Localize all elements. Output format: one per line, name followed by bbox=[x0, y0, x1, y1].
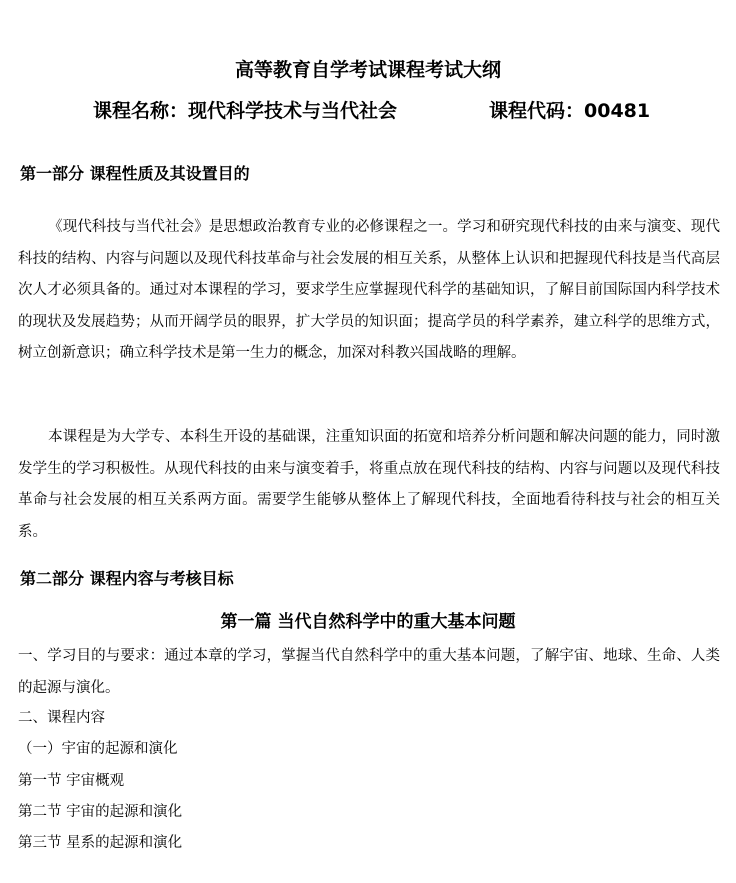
section-item: 第三节 星系的起源和演化 bbox=[18, 835, 183, 851]
part-two-heading: 第二部分 课程内容与考核目标 bbox=[20, 569, 234, 588]
course-code bbox=[489, 97, 650, 125]
part-one-paragraph-2 bbox=[18, 422, 720, 548]
course-name: 课程名称：现代科学技术与当代社会 bbox=[93, 100, 398, 122]
section-item: 第二节 宇宙的起源和演化 bbox=[18, 804, 183, 820]
subsection-heading: （一）宇宙的起源和演化 bbox=[18, 741, 178, 757]
course-code-value: 00481 bbox=[584, 100, 651, 122]
part-one-paragraph-1 bbox=[18, 212, 720, 370]
document-title: 高等教育自学考试课程考试大纲 bbox=[234, 59, 501, 81]
course-content-heading: 二、课程内容 bbox=[18, 710, 105, 726]
paragraph-text: 《现代科技与当代社会》是思想政治教育专业的必修课程之一。学习和研究现代科技的由来与演变、现代科技的结构、内容与问题以及现代科技革命与社会发展的相互关系，从整体上认识和把握现代科技是当代高层次人才必须具备的。通过对本课程的学习，要求学生应掌握现代科学的基础知识，了解目前国际国内科学技术的现状及发展趋势；从而开阔学员的眼界，扩大学员的知识面；提高学员的科学素养，建立科学的思维方式，树立创新意识；确立科学技术是第一生力的概念，加深对科教兴国战略的理解。 bbox=[18, 219, 720, 361]
learning-objectives: 一、学习目的与要求：通过本章的学习，掌握当代自然科学中的重大基本问题，了解宇宙、地球、生命、人类的起源与演化。 bbox=[18, 648, 720, 696]
part-one-heading: 第一部分 课程性质及其设置目的 bbox=[20, 164, 250, 183]
chapter-title: 第一篇 当代自然科学中的重大基本问题 bbox=[220, 612, 516, 632]
paragraph-text: 本课程是为大学专、本科生开设的基础课，注重知识面的拓宽和培养分析问题和解决问题的能力，同时激发学生的学习积极性。从现代科技的由来与演变着手，将重点放在现代科技的结构、内容与问题以及现代科技革命与社会发展的相互关系两方面。需要学生能够从整体上了解现代科技，全面地看待科技与社会的相互关系。 bbox=[18, 429, 720, 540]
section-item: 第一节 宇宙概观 bbox=[18, 773, 125, 789]
course-code-label: 课程代码： bbox=[489, 100, 585, 122]
